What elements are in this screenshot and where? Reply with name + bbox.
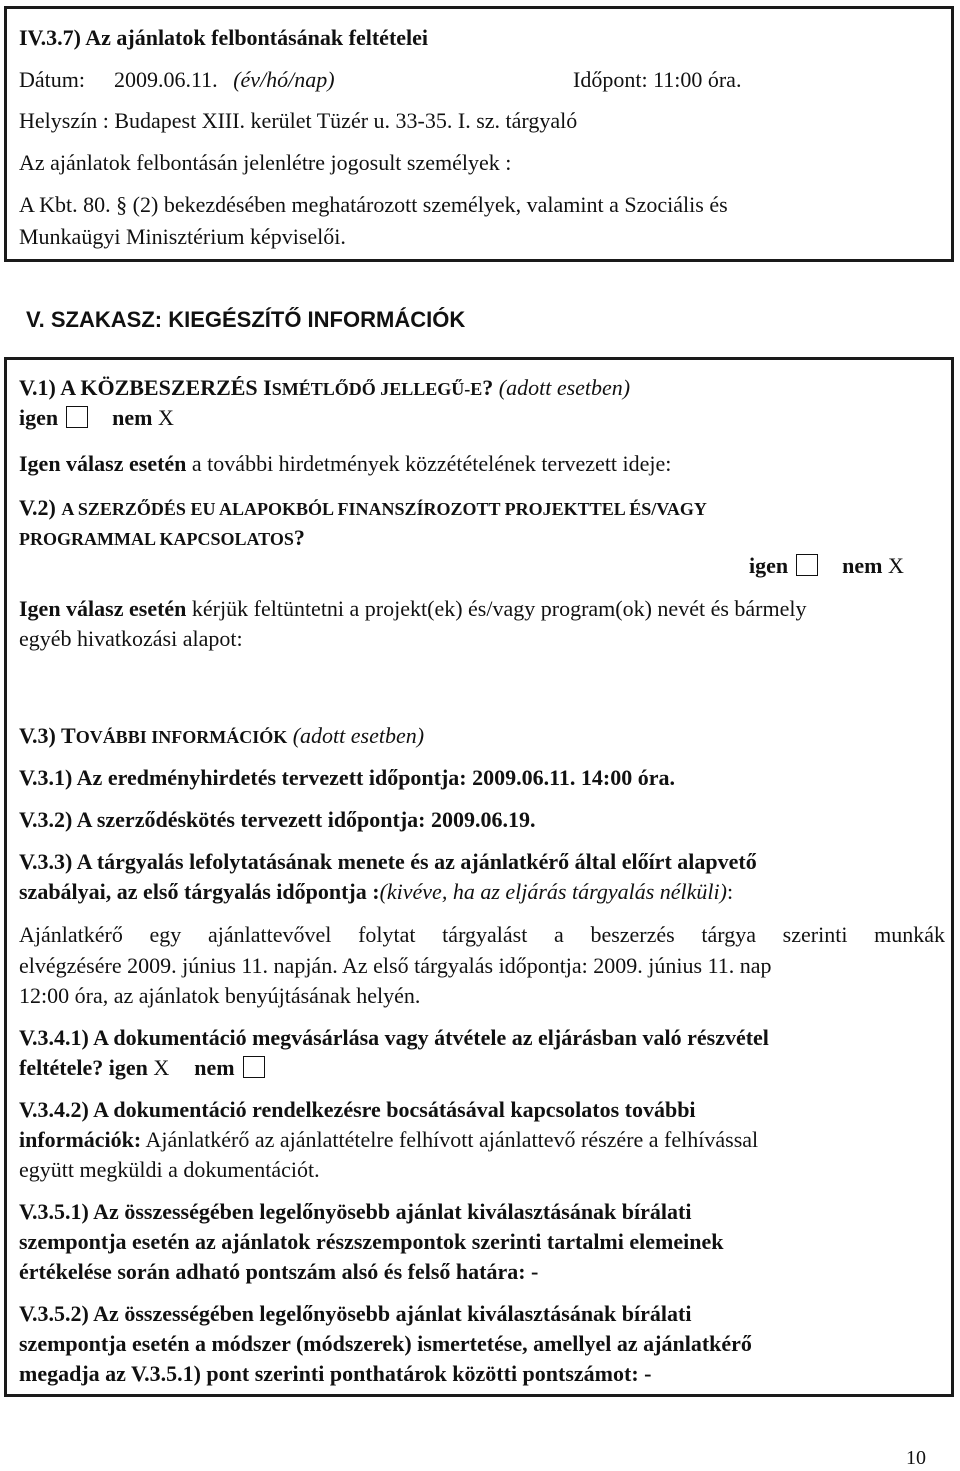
v3-4-2-line-2-text: Ajánlatkérő az ajánlattételre felhívott ajánlattevő részére a felhívással (145, 1127, 759, 1152)
v3-note: (adott esetben) (292, 723, 425, 748)
section-heading: IV.3.7) Az ajánlatok felbontásának feltételei (19, 25, 429, 50)
v1-yes-no-row (19, 405, 174, 431)
v3-1: V.3.1) Az eredményhirdetés tervezett időpontja: 2009.06.11. 14:00 óra. (19, 765, 676, 790)
v3-3-line-2-bold: szabályai, az első tárgyalás időpontja : (19, 879, 380, 904)
place: Helyszín : Budapest XIII. kerület Tüzér u. 33-35. I. sz. tárgyaló (19, 108, 578, 133)
v3-3-line-2-end: : (727, 879, 734, 904)
v1-num: V.1) (19, 375, 56, 400)
v1-answer-row (19, 451, 671, 477)
time-row (573, 67, 741, 93)
v1-answer-text: a további hirdetmények közzétételének tervezett ideje: (191, 451, 672, 476)
v1-no-mark: X (157, 405, 174, 430)
v3-4-1-no-label: nem (194, 1055, 235, 1080)
v3-title (19, 723, 424, 750)
date-row (19, 67, 335, 93)
v3-4-2-line-3: együtt megküldi a dokumentációt. (19, 1157, 320, 1182)
v2-title-line-2-text: PROGRAMMAL KAPCSOLATOS (19, 529, 294, 549)
v3-title-b: OVÁBBI INFORMÁCIÓK (75, 727, 288, 747)
v1-title-b: SMÉTLŐDŐ JELLEGŰ-E (271, 379, 483, 399)
v2-title-line-1 (19, 495, 707, 522)
v3-4-2-line-2 (19, 1127, 758, 1153)
attendees-label: Az ajánlatok felbontásán jelenlétre jogosult személyek : (19, 150, 512, 175)
v3-5-1-line-1: V.3.5.1) Az összességében legelőnyösebb ajánlat kiválasztásának bírálati (19, 1199, 692, 1224)
v2-answer-text-1: kérjük feltüntetni a projekt(ek) és/vagy program(ok) nevét és bármely (191, 596, 807, 621)
v2-qmark: ? (293, 525, 305, 550)
v3-4-1-yes-label: igen (108, 1055, 148, 1080)
section-iv-3-7-box (4, 6, 954, 262)
v3-5-1-line-3: értékelése során adható pontszám alsó és felső határa: - (19, 1259, 539, 1284)
v3-2: V.3.2) A szerződéskötés tervezett időpontja: 2009.06.19. (19, 807, 536, 832)
v2-yes-label: igen (749, 553, 789, 578)
v3-4-1-question: feltétele? (19, 1055, 104, 1080)
v3-3-text-line-2: elvégzésére 2009. június 11. napján. Az első tárgyalás időpontja: 2009. június 11. nap (19, 953, 772, 978)
v1-yes-label: igen (19, 405, 59, 430)
v2-no-label: nem (842, 553, 883, 578)
v1-note: (adott esetben) (498, 375, 631, 400)
v1-title (19, 375, 630, 402)
v2-yes-no-row (749, 553, 904, 579)
v3-4-2-line-1: V.3.4.2) A dokumentáció rendelkezésre bocsátásával kapcsolatos további (19, 1097, 696, 1122)
v3-4-1-line-1: V.3.4.1) A dokumentáció megvásárlása vagy átvétele az eljárásban való részvétel (19, 1025, 769, 1050)
attendees-line-2: Munkaügyi Minisztérium képviselői. (19, 224, 346, 249)
v1-answer-label: Igen válasz esetén (19, 451, 187, 476)
v2-title-line-2 (19, 525, 305, 552)
section-v-box (4, 357, 954, 1397)
attendees-line-1: A Kbt. 80. § (2) bekezdésében meghatározott személyek, valamint a Szociális és (19, 192, 728, 217)
section-v-title: V. SZAKASZ: KIEGÉSZÍTŐ INFORMÁCIÓK (26, 307, 466, 332)
v3-5-2-line-2: szempontja esetén a módszer (módszerek) ismertetése, amellyel az ajánlatkérő (19, 1331, 752, 1356)
time-label: Időpont: (573, 67, 648, 92)
v3-5-2-line-1: V.3.5.2) Az összességében legelőnyösebb ajánlat kiválasztásának bírálati (19, 1301, 692, 1326)
v2-num: V.2) (19, 495, 56, 520)
page-number: 10 (906, 1447, 926, 1469)
time-value: 11:00 óra. (653, 67, 742, 92)
v3-4-1-line-2 (19, 1055, 275, 1081)
v3-5-1-line-2: szempontja esetén az ajánlatok részszempontok szerinti tartalmi elemeinek (19, 1229, 724, 1254)
v2-title-line-1-text: A SZERZŐDÉS EU ALAPOKBÓL FINANSZÍROZOTT PROJEKTTEL ÉS/VAGY (61, 499, 707, 519)
v2-answer-row (19, 596, 806, 622)
date-format: (év/hó/nap) (233, 67, 335, 92)
v3-3-line-1: V.3.3) A tárgyalás lefolytatásának menete és az ajánlatkérő által előírt alapvető (19, 849, 757, 874)
v2-yes-checkbox[interactable] (796, 554, 818, 576)
v1-no-label: nem (112, 405, 153, 430)
v2-no-mark: X (887, 553, 904, 578)
v2-answer-label: Igen válasz esetén (19, 596, 187, 621)
v3-3-line-2-italic: (kivéve, ha az eljárás tárgyalás nélküli) (379, 879, 727, 904)
v3-3-text-line-3: 12:00 óra, az ajánlatok benyújtásának helyén. (19, 983, 421, 1008)
v3-4-1-no-checkbox[interactable] (243, 1056, 265, 1078)
v1-yes-checkbox[interactable] (66, 406, 88, 428)
v3-3-text-line-1: Ajánlatkérő egy ajánlattevővel folytat tárgyalást a beszerzés tárgya szerinti munkák (19, 922, 945, 947)
v3-num: V.3) (19, 723, 56, 748)
v3-3-line-2 (19, 879, 733, 905)
v3-4-2-line-2-bold: információk: (19, 1127, 142, 1152)
date-value: 2009.06.11. (114, 67, 218, 92)
v2-answer-text-2: egyéb hivatkozási alapot: (19, 626, 243, 651)
v1-qmark: ? (482, 375, 494, 400)
v3-4-1-yes-mark: X (153, 1055, 170, 1080)
date-label: Dátum: (19, 67, 85, 92)
v3-5-2-line-3: megadja az V.3.5.1) pont szerinti ponthatárok közötti pontszámot: - (19, 1361, 652, 1386)
v3-title-a: T (61, 723, 76, 748)
v1-title-a: A KÖZBESZERZÉS I (60, 375, 272, 400)
